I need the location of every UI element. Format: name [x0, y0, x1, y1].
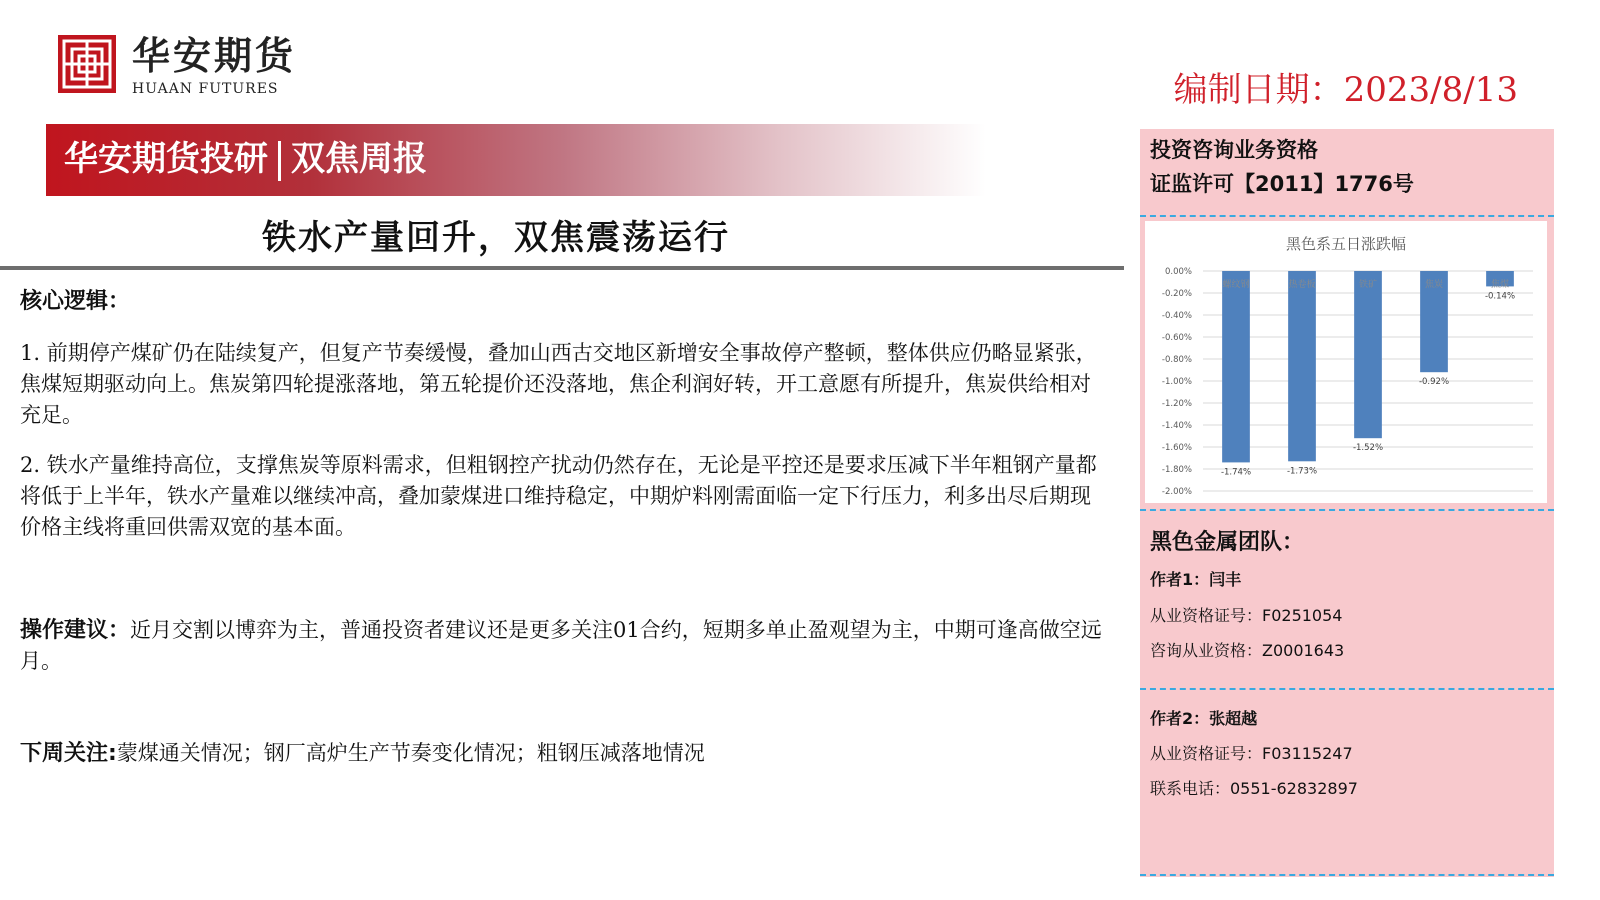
- license-info: [1150, 133, 1414, 201]
- data-label: -1.52%: [1352, 443, 1384, 454]
- y-tick-label: -0.40%: [1161, 311, 1192, 321]
- logo-name-en: HUAAN FUTURES: [132, 81, 279, 97]
- operation-advice-label: 操作建议：: [20, 618, 131, 643]
- sidebar-divider-1: [1140, 215, 1554, 217]
- y-tick-label: -1.40%: [1161, 421, 1192, 431]
- team-heading: 黑色金属团队：: [1150, 530, 1305, 555]
- data-label: -0.14%: [1484, 291, 1516, 302]
- y-tick-label: -0.80%: [1161, 355, 1192, 365]
- y-tick-label: -0.20%: [1161, 289, 1192, 299]
- banner-left-label: 华安期货投研: [64, 139, 268, 179]
- y-tick-label: -0.60%: [1161, 333, 1192, 343]
- bar: [1288, 271, 1316, 461]
- sidebar-divider-3: [1140, 688, 1554, 690]
- data-label: -0.92%: [1418, 377, 1450, 388]
- license-line-2: 证监许可【2011】1776号: [1150, 172, 1414, 196]
- report-subtitle: 铁水产量回升，双焦震荡运行: [262, 218, 730, 258]
- y-tick-label: 0.00%: [1164, 267, 1192, 277]
- logic-heading: 核心逻辑：: [20, 289, 131, 314]
- y-tick-label: -1.60%: [1161, 443, 1192, 453]
- author2-cert: 从业资格证号：F03115247: [1150, 744, 1353, 763]
- y-tick-label: -1.20%: [1161, 399, 1192, 409]
- data-label: -1.73%: [1286, 466, 1318, 477]
- sidebar-divider-4: [1140, 874, 1554, 876]
- title-banner: [46, 124, 986, 196]
- sidebar-divider-2: [1140, 509, 1554, 511]
- logic-paragraph-1: 1. 前期停产煤矿仍在陆续复产，但复产节奏缓慢，叠加山西古交地区新增安全事故停产整顿，整体供应仍略显紧张，焦煤短期驱动向上。焦炭第四轮提涨落地，第五轮提价还没落地，焦企利润好转，开工意愿有所提升，焦炭供给相对充足。: [20, 341, 1097, 427]
- banner-right-label: 双焦周报: [291, 139, 427, 179]
- banner-text: [64, 136, 427, 182]
- bar: [1354, 271, 1382, 438]
- banner-separator: [278, 141, 281, 181]
- compile-date: 编制日期：2023/8/13: [1173, 70, 1518, 110]
- operation-advice-text: 近月交割以博弈为主，普通投资者建议还是更多关注01合约，短期多单止盈观望为主，中期可逢高做空远月。: [20, 618, 1102, 673]
- category-label: 焦煤: [1490, 280, 1510, 290]
- author1-consult: 咨询从业资格：Z0001643: [1150, 641, 1345, 660]
- license-line-1: 投资咨询业务资格: [1150, 138, 1318, 162]
- operation-advice: [20, 615, 1115, 677]
- bar-chart: [1145, 221, 1547, 503]
- bar: [1222, 271, 1250, 462]
- category-label: 热卷板: [1288, 280, 1316, 290]
- logo-seal-icon: [56, 33, 118, 95]
- y-tick-label: -2.00%: [1161, 487, 1192, 497]
- author2-phone: 联系电话：0551-62832897: [1150, 779, 1358, 798]
- data-label: -1.74%: [1220, 467, 1252, 478]
- logo-name-cn: 华安期货: [132, 33, 297, 78]
- category-label: 焦炭: [1424, 280, 1444, 290]
- company-logo: [56, 33, 306, 97]
- category-label: 铁矿: [1358, 280, 1378, 290]
- y-tick-label: -1.00%: [1161, 377, 1192, 387]
- author1-name: 作者1：闫丰: [1150, 570, 1242, 589]
- chart-title: 黑色系五日涨跌幅: [1285, 235, 1407, 253]
- next-week-focus-text: 蒙煤通关情况；钢厂高炉生产节奏变化情况；粗钢压减落地情况: [116, 741, 705, 765]
- logic-paragraph-2: 2. 铁水产量维持高位，支撑焦炭等原料需求，但粗钢控产扰动仍然存在，无论是平控还是要求压减下半年粗钢产量都将低于上半年，铁水产量难以继续冲高，叠加蒙煤进口维持稳定，中期炉料刚需面临一定下行压力，利多出尽后期现价格主线将重回供需双宽的基本面。: [20, 453, 1097, 539]
- sidebar: [1140, 129, 1554, 877]
- author1-cert: 从业资格证号：F0251054: [1150, 606, 1343, 625]
- author2-name: 作者2：张超越: [1150, 709, 1258, 728]
- next-week-focus: [20, 738, 1115, 769]
- chart-panel: [1145, 221, 1547, 503]
- category-label: 螺纹钢: [1222, 280, 1250, 290]
- y-tick-label: -1.80%: [1161, 465, 1192, 475]
- next-week-focus-label: 下周关注:: [20, 741, 117, 766]
- divider: [0, 266, 1124, 270]
